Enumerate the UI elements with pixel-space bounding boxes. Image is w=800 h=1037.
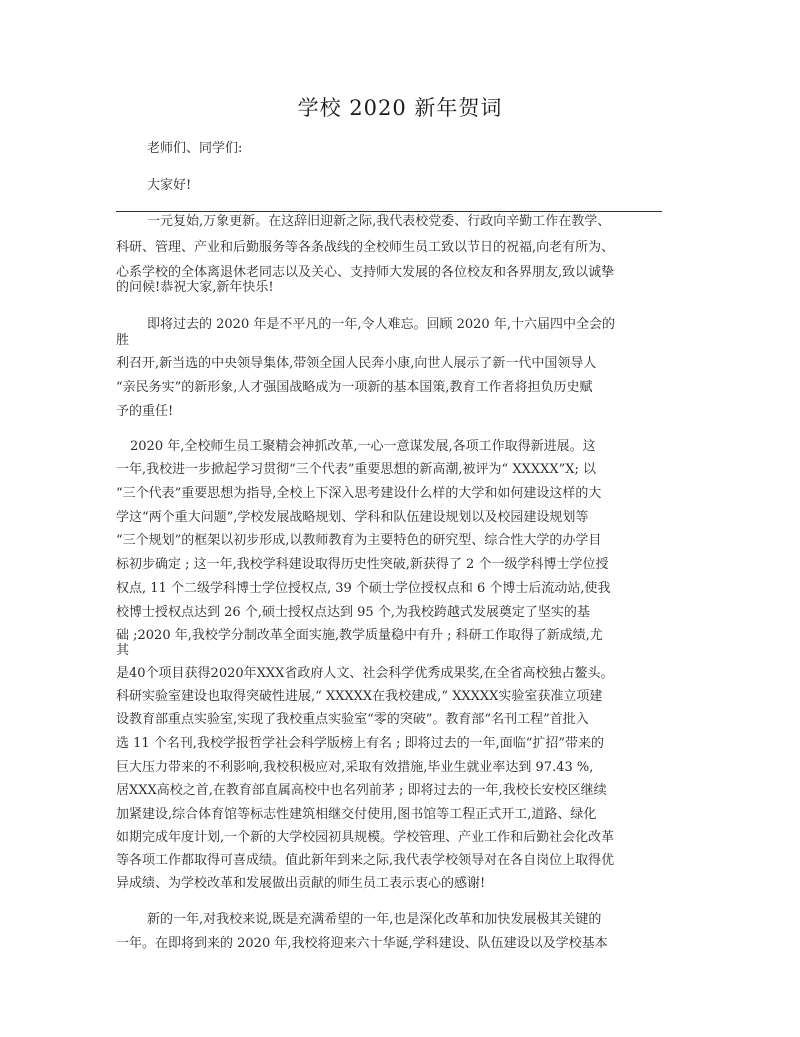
paragraph-3-line-12: 科研实验室建设也取得突破性进展,“ XXXXX在我校建成,“ XXXXX实验室获准立项建 [116,689,603,704]
paragraph-3-line-18: 如期完成年度计划,一个新的大学校园初具规模。学校管理、产业工作和后勤社会化改革 [116,830,615,845]
paragraph-3-line-20: 异成绩、为学校改革和发展做出贡献的师生员工表示衷心的感谢! [116,876,486,891]
paragraph-1-line-4: 的问候!恭祝大家,新年快乐! [116,280,274,295]
paragraph-3-line-5: “三个规划”的框架以初步形成,以教师教育为主要特色的研究型、综合性大学的办学目 [116,533,602,548]
paragraph-3-line-15: 巨大压力带来的不利影响,我校积极应对,采取有效措施,毕业生就业率达到 97.43 %, [116,760,594,775]
paragraph-3-line-9: 础 ;2020 年,我校学分制改革全面实施,教学质量稳中有升 ; 科研工作取得了新成绩,尤 [116,628,603,643]
paragraph-3-line-13: 设教育部重点实验室,实现了我校重点实验室“零的突破”。教育部“名刊工程”首批入 [116,712,589,727]
paragraph-2-line-5: 予的重任! [116,404,174,419]
paragraph-3-line-1: 2020 年,全校师生员工聚精会神抓改革,一心一意谋发展,各项工作取得新进展。这 [130,439,596,454]
paragraph-3-line-10: 其 [116,643,130,658]
document-title: 学校 2020 新年贺词 [297,96,503,120]
paragraph-3-line-17: 加紧建设,综合体育馆等标志性建筑相继交付使用,图书馆等工程正式开工,道路、绿化 [116,807,597,822]
paragraph-3-line-16: 居XXX高校之首,在教育部直属高校中也名列前茅 ; 即将过去的一年,我校长安校区继续 [116,783,607,798]
paragraph-3-line-4: 学这“两个重大问题”,学校发展战略规划、学科和队伍建设规划以及校园建设规划等 [116,510,589,525]
paragraph-3-line-6: 标初步确定 ; 这一年,我校学科建设取得历史性突破,新获得了 2 个一级学科博士学位授 [116,557,609,572]
paragraph-2-line-3: 利召开,新当选的中央领导集体,带领全国人民奔小康,向世人展示了新一代中国领导人 [116,356,597,371]
paragraph-3-line-2: 一年,我校进一步掀起学习贯彻“三个代表”重要思想的新高潮,被评为“ XXXXX”X; 以 [116,462,597,477]
paragraph-3-line-3: “三个代表”重要思想为指导,全校上下深入思考建设什么样的大学和如何建设这样的大 [116,486,602,501]
paragraph-1-line-1: 一元复始,万象更新。在这辞旧迎新之际,我代表校党委、行政向辛勤工作在教学、 [147,214,611,229]
paragraph-3-line-8: 校博士授权点达到 26 个,硕士授权点达到 95 个,为我校跨越式发展奠定了坚实的基 [116,605,590,620]
paragraph-3-line-7: 权点, 11 个二级学科博士学位授权点, 39 个硕士学位授权点和 6 个博士后流动站,使我 [116,581,611,596]
paragraph-2-line-2: 胜 [116,333,130,348]
paragraph-4-line-1: 新的一年,对我校来说,既是充满希望的一年,也是深化改革和加快发展极其关键的 [147,912,602,927]
salutation: 老师们、同学们: [147,141,243,156]
paragraph-3-line-14: 选 11 个名刊,我校学报哲学社会科学版榜上有名 ; 即将过去的一年,面临“扩招”带来的 [116,736,605,751]
paragraph-1-line-2: 科研、管理、产业和后勤服务等各条战线的全校师生员工致以节日的祝福,向老有所为、 [116,240,615,255]
horizontal-rule [116,211,662,212]
paragraph-4-line-2: 一年。在即将到来的 2020 年,我校将迎来六十华诞,学科建设、队伍建设以及学校基本 [116,936,608,951]
greeting: 大家好! [147,178,192,193]
paragraph-3-line-19: 等各项工作都取得可喜成绩。值此新年到来之际,我代表学校领导对在各自岗位上取得优 [116,853,615,868]
paragraph-3-line-11: 是40个项目获得2020年XXX省政府人文、社会科学优秀成果奖,在全省高校独占鳌头。 [116,666,614,681]
paragraph-2-line-4: “亲民务实”的新形象,人才强国战略成为一项新的基本国策,教育工作者将担负历史赋 [116,380,593,395]
paragraph-2-line-1: 即将过去的 2020 年是不平凡的一年,令人难忘。回顾 2020 年,十六届四中全会的 [147,317,615,332]
paragraph-1-line-3: 心系学校的全体离退休老同志以及关心、支持师大发展的各位校友和各界朋友,致以诚挚 [116,265,615,280]
